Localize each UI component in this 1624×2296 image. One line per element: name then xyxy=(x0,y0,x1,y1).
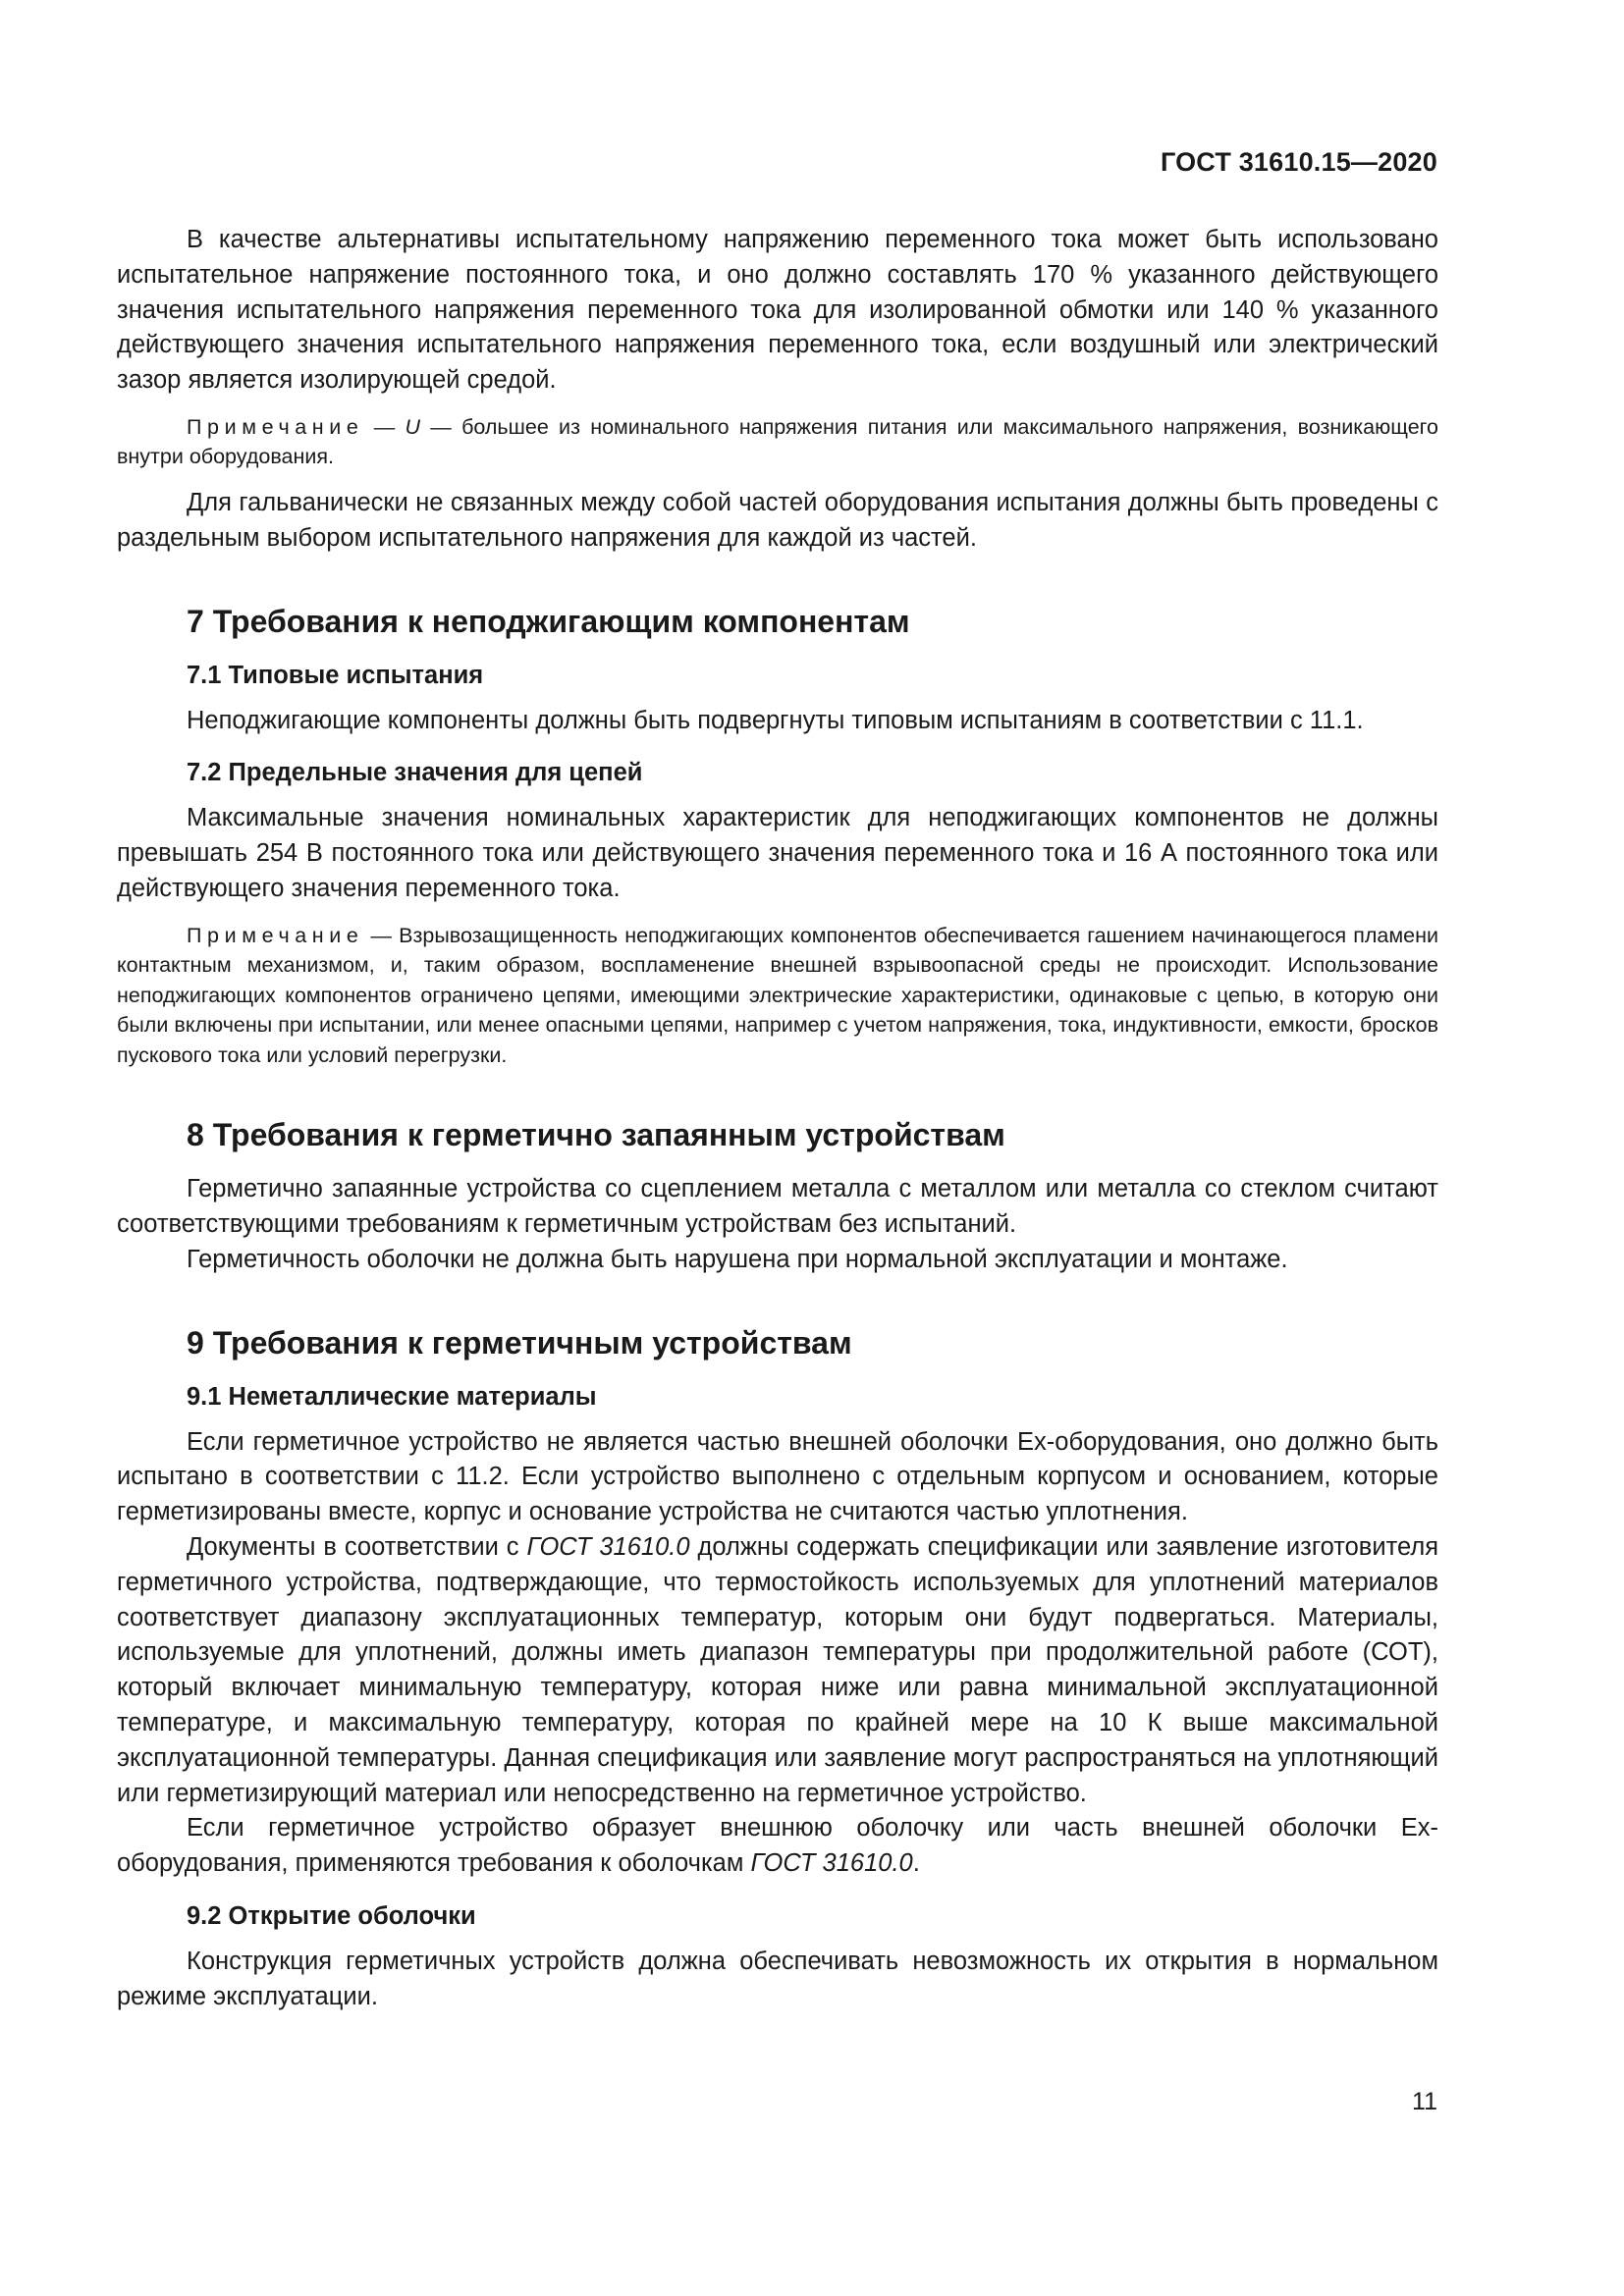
intro-paragraph-2: Для гальванически не связанных между собой частей оборудования испытания должны быть проведены с раздельным выбором испытательного напряжения для каждой из частей. xyxy=(117,488,1438,552)
paragraph-text: Если герметичное устройство образует внешнюю оболочку или часть внешней оболочки Ex-оборудования, применяются требования к оболочкам xyxy=(117,1814,1438,1878)
section-9-paragraph-2 xyxy=(117,1530,1438,1811)
paragraph-text: Документы в соответствии с xyxy=(187,1533,527,1562)
paragraph-text: должны содержать спецификации или заявление изготовителя герметичного устройства, подтверждающие, что термостойкость используемых для уплотнений материалов соответствует диапазону эксплуатационных температур, которым они будут подвергаться. Материалы, используемые для уплотнений, должны иметь диапазон температуры при продолжительной работе (СОТ), который включает минимальную температуру, которая ниже или равна минимальной эксплуатационной температуре, и максимальную температуру, которая по крайней мере на 10 К выше максимальной эксплуатационной температуры. Данная спецификация или заявление могут распространяться на уплотняющий или герметизирующий материал или непосредственно на герметичное устройство. xyxy=(117,1533,1439,1807)
section-8-heading: 8 Требования к герметично запаянным устройствам xyxy=(187,1117,1005,1153)
standard-reference: ГОСТ 31610.0 xyxy=(526,1533,690,1562)
subsection-7-1-text: Неподжигающие компоненты должны быть подвергнуты типовым испытаниям в соответствии с 11.1. xyxy=(187,706,1364,734)
standard-reference: ГОСТ 31610.0 xyxy=(750,1849,913,1878)
note-label: Примечание xyxy=(187,414,364,439)
note-label: Примечание xyxy=(187,923,364,947)
section-7-heading: 7 Требования к неподжигающим компонентам xyxy=(187,603,910,639)
note-text: — большее из номинального напряжения питания или максимального напряжения, возникающего внутри оборудования. xyxy=(117,414,1438,469)
section-9-paragraph-3 xyxy=(117,1811,1438,1882)
subsection-9-1-heading: 9.1 Неметаллические материалы xyxy=(187,1382,597,1411)
page-number: 11 xyxy=(1412,2088,1437,2115)
section-9-paragraph-4: Конструкция герметичных устройств должна обеспечивать невозможность их открытия в нормальном режиме эксплуатации. xyxy=(117,1948,1438,2010)
standard-header: ГОСТ 31610.15—2020 xyxy=(1160,147,1437,177)
note-variable: U xyxy=(405,414,421,439)
intro-paragraph-1: В качестве альтернативы испытательному напряжению переменного тока может быть использовано испытательное напряжение постоянного тока, и оно должно составлять 170 % указанного действующего значения испытательного напряжения переменного тока для изолированной обмотки или 140 % указанного действующего значения испытательного напряжения переменного тока, если воздушный или электрический зазор является изолирующей средой. xyxy=(117,226,1438,395)
section-9-heading: 9 Требования к герметичным устройствам xyxy=(187,1324,852,1361)
subsection-7-1-heading: 7.1 Типовые испытания xyxy=(187,661,484,689)
note-1 xyxy=(117,412,1438,472)
subsection-9-2-heading: 9.2 Открытие оболочки xyxy=(187,1902,476,1931)
subsection-7-2-heading: 7.2 Предельные значения для цепей xyxy=(187,759,643,787)
section-8-paragraph-1: Герметично запаянные устройства со сцеплением металла с металлом или металла со стеклом считают соответствующими требованиям к герметичным устройствам без испытаний. xyxy=(117,1175,1438,1239)
note-dash: — xyxy=(363,414,406,439)
note-text: — Взрывозащищенность неподжигающих компонентов обеспечивается гашением начинающегося пламени контактным механизмом, и, таким образом, воспламенение внешней взрывоопасной среды не происходит. Использование неподжигающих компонентов ограничено цепями, имеющими электрические характеристики, одинаковые с цепью, в которую они были включены при испытании, или менее опасными цепями, например с учетом напряжения, тока, индуктивности, емкости, бросков пускового тока или условий перегрузки. xyxy=(117,923,1438,1067)
page-content xyxy=(117,223,1438,2015)
section-9-paragraph-1: Если герметичное устройство не является частью внешней оболочки Ex-оборудования, оно должно быть испытано в соответствии с 11.2. Если устройство выполнено с отдельным корпусом и основанием, которые герметизированы вместе, корпус и основание устройства не считаются частью уплотнения. xyxy=(117,1427,1438,1526)
note-2 xyxy=(117,921,1438,1071)
subsection-7-2-text: Максимальные значения номинальных характеристик для неподжигающих компонентов не должны превышать 254 В постоянного тока или действующего значения переменного тока и 16 А постоянного тока или действующего значения переменного тока. xyxy=(117,804,1438,902)
section-8-paragraph-2: Герметичность оболочки не должна быть нарушена при нормальной эксплуатации и монтаже. xyxy=(187,1245,1288,1273)
paragraph-text: . xyxy=(912,1849,920,1878)
